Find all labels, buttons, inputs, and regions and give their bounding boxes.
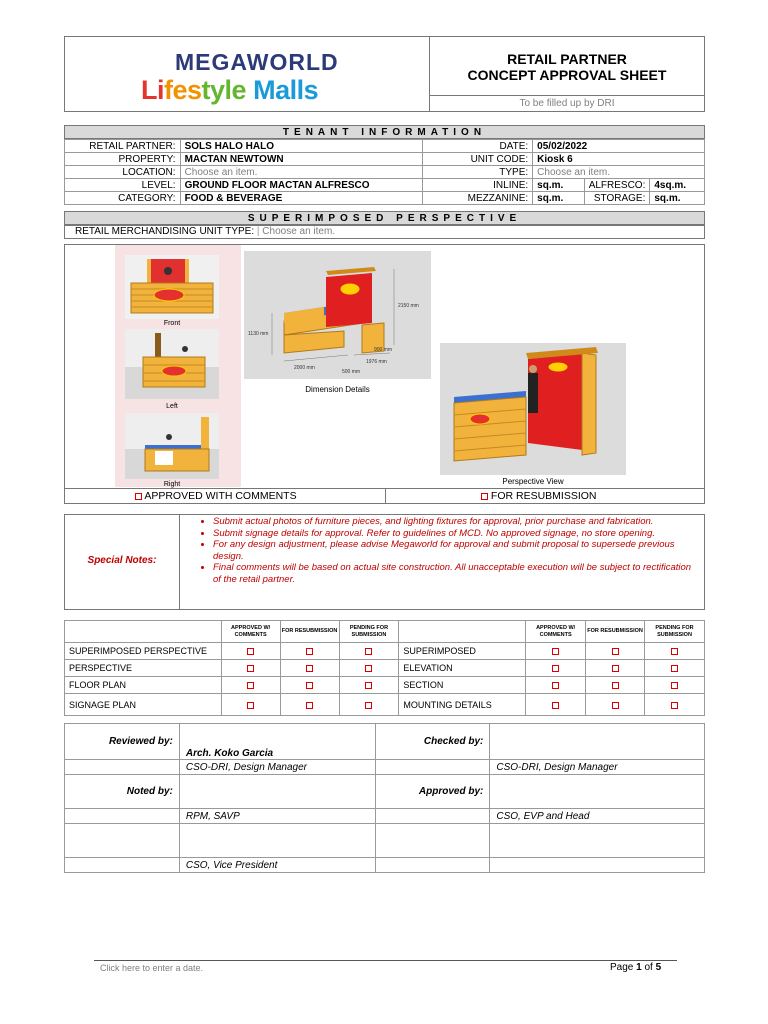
checkbox[interactable] <box>247 682 254 689</box>
vp-title: CSO, Vice President <box>179 858 375 873</box>
for-resubmission-option[interactable] <box>481 490 597 502</box>
inline-value[interactable]: sq.m. <box>533 179 585 192</box>
notes-divider <box>179 515 180 609</box>
reviewed-by-label: Reviewed by: <box>65 724 180 760</box>
lifestyle-malls-logo: Lifestyle Malls <box>141 75 319 105</box>
footer-rule <box>94 960 677 961</box>
noted-title: RPM, SAVP <box>179 809 375 824</box>
approver-title: CSO, EVP and Head <box>490 809 705 824</box>
blank-cell <box>375 824 490 858</box>
type-label: TYPE: <box>423 166 533 179</box>
checkbox[interactable] <box>247 648 254 655</box>
checkbox[interactable] <box>612 702 619 709</box>
noted-by-label: Noted by: <box>65 775 180 809</box>
level-value[interactable]: GROUND FLOOR MACTAN ALFRESCO <box>180 179 423 192</box>
dimension-caption: Dimension Details <box>305 385 370 394</box>
unit-type-row: RETAIL MERCHANDISING UNIT TYPE: | Choose an item. <box>64 225 705 239</box>
for-resubmission-checkbox[interactable] <box>481 493 488 500</box>
dim-side-depth: 900 mm <box>374 347 393 353</box>
checkbox[interactable] <box>365 702 372 709</box>
approved-by-label: Approved by: <box>375 775 490 809</box>
storage-label: STORAGE: <box>584 192 650 205</box>
front-view-image <box>125 255 219 319</box>
row-label: SECTION <box>399 677 526 694</box>
fill-note-cell <box>429 95 705 112</box>
checkbox[interactable] <box>552 648 559 655</box>
blank-cell <box>375 809 490 824</box>
inline-label: INLINE: <box>423 179 533 192</box>
checkbox[interactable] <box>671 648 678 655</box>
checkbox[interactable] <box>306 648 313 655</box>
dim-base: 500 mm <box>342 369 361 375</box>
special-notes-label: Special Notes: <box>87 555 157 566</box>
checker-title: CSO-DRI, Design Manager <box>490 760 705 775</box>
note-item: • Submit signage details for approval. Refer to guidelines of MCD. No approved signage, no store opening. <box>213 528 697 540</box>
checkbox[interactable] <box>552 702 559 709</box>
col-resub-header: FOR RESUBMISSION <box>280 621 339 643</box>
col-approved-header-right: APPROVED W/ COMMENTS <box>526 621 586 643</box>
tenant-info-header: TENANT INFORMATION <box>64 125 705 139</box>
orthographic-views-panel <box>115 245 241 487</box>
alfresco-label: ALFRESCO: <box>584 179 650 192</box>
note-item: • Final comments will be based on actual site construction. All unacceptable execution will be subject to rectification of the retail partner. <box>213 562 697 585</box>
vp-signature[interactable] <box>179 824 375 858</box>
date-value[interactable]: 05/02/2022 <box>533 140 705 153</box>
unit-type-label: RETAIL MERCHANDISING UNIT TYPE: <box>75 226 255 237</box>
location-label: LOCATION: <box>65 166 181 179</box>
checked-by-label: Checked by: <box>375 724 490 760</box>
signoff-table <box>64 723 705 873</box>
special-notes-list <box>197 516 697 585</box>
row-label: ELEVATION <box>399 660 526 677</box>
blank-cell <box>375 858 490 873</box>
checkbox[interactable] <box>365 682 372 689</box>
blank-header-right <box>399 621 526 643</box>
checkbox[interactable] <box>612 665 619 672</box>
storage-value[interactable]: sq.m. <box>650 192 705 205</box>
category-value[interactable]: FOOD & BEVERAGE <box>180 192 423 205</box>
checkbox[interactable] <box>671 682 678 689</box>
blank-cell <box>375 760 490 775</box>
checkbox[interactable] <box>306 665 313 672</box>
perspective-header: SUPERIMPOSED PERSPECTIVE <box>64 211 705 225</box>
dim-counter-height: 1130 mm <box>248 331 269 337</box>
dim-side-width: 1976 mm <box>366 359 387 365</box>
dim-height: 2150 mm <box>398 303 419 309</box>
page-number <box>610 962 661 973</box>
note-item: • For any design adjustment, please advise Megaworld for approval and submit proposal to supersede previous design. <box>213 539 697 562</box>
checkbox[interactable] <box>247 702 254 709</box>
checkbox[interactable] <box>247 665 254 672</box>
col-pending-header-right: PENDING FOR SUBMISSION <box>645 621 705 643</box>
tenant-info-table <box>64 139 705 205</box>
row-label: SUPERIMPOSED <box>399 643 526 660</box>
col-approved-header: APPROVED W/ COMMENTS <box>221 621 280 643</box>
unit-code-value[interactable]: Kiosk 6 <box>533 153 705 166</box>
dim-front-width: 2000 mm <box>294 365 315 371</box>
for-resubmission-label: FOR RESUBMISSION <box>490 490 597 502</box>
blank-cell <box>490 858 705 873</box>
reviewer-name[interactable]: Arch. Koko Garcia <box>179 724 375 760</box>
page-of: of <box>644 962 653 973</box>
checkbox[interactable] <box>365 665 372 672</box>
property-label: PROPERTY: <box>65 153 181 166</box>
option-divider <box>385 489 386 503</box>
row-label: SUPERIMPOSED PERSPECTIVE <box>65 643 222 660</box>
blank-header <box>65 621 222 643</box>
retail-partner-value[interactable]: SOLS HALO HALO <box>180 140 423 153</box>
checkbox[interactable] <box>552 665 559 672</box>
level-label: LEVEL: <box>65 179 181 192</box>
blank-cell <box>65 824 180 858</box>
left-view-image <box>125 329 219 399</box>
checked-by-signature[interactable] <box>490 724 705 760</box>
checkbox[interactable] <box>552 682 559 689</box>
footer-date-field[interactable]: Click here to enter a date. <box>100 963 204 973</box>
row-label: SIGNAGE PLAN <box>65 694 222 716</box>
col-pending-header: PENDING FOR SUBMISSION <box>339 621 399 643</box>
row-label: MOUNTING DETAILS <box>399 694 526 716</box>
reviewer-title: CSO-DRI, Design Manager <box>179 760 375 775</box>
right-caption: Right <box>163 481 181 488</box>
retail-partner-label: RETAIL PARTNER: <box>65 140 181 153</box>
row-label: FLOOR PLAN <box>65 677 222 694</box>
page-total: 5 <box>655 962 662 973</box>
location-dropdown[interactable]: Choose an item. <box>180 166 423 179</box>
checkbox[interactable] <box>612 682 619 689</box>
megaworld-logo-text: MEGAWORLD <box>175 49 339 75</box>
unit-code-label: UNIT CODE: <box>423 153 533 166</box>
page-prefix: Page <box>610 962 634 973</box>
blank-cell <box>65 858 180 873</box>
approved-with-comments-option[interactable] <box>135 490 297 502</box>
checkbox[interactable] <box>306 702 313 709</box>
col-resub-header-right: FOR RESUBMISSION <box>586 621 645 643</box>
approved-by-signature[interactable] <box>490 775 705 809</box>
category-label: CATEGORY: <box>65 192 181 205</box>
fill-note: To be filled up by DRI <box>519 98 615 109</box>
header-logo-cell <box>64 36 430 112</box>
header-title-cell <box>429 36 705 96</box>
checkbox[interactable] <box>612 648 619 655</box>
checkbox[interactable] <box>671 665 678 672</box>
alfresco-value[interactable]: 4sq.m. <box>650 179 705 192</box>
title-line-2: CONCEPT APPROVAL SHEET <box>467 67 667 83</box>
page-current: 1 <box>636 962 642 973</box>
property-value[interactable]: MACTAN NEWTOWN <box>180 153 423 166</box>
blank-cell <box>65 809 180 824</box>
blank-cell <box>65 760 180 775</box>
approval-status-table <box>64 620 705 716</box>
mezzanine-value[interactable]: sq.m. <box>533 192 585 205</box>
special-notes-box <box>64 514 705 610</box>
noted-by-signature[interactable] <box>179 775 375 809</box>
drawings-area <box>64 244 705 489</box>
date-label: DATE: <box>423 140 533 153</box>
front-caption: Front <box>163 320 181 327</box>
approved-with-comments-checkbox[interactable] <box>135 493 142 500</box>
perspective-view-image <box>440 343 626 475</box>
perspective-view-caption: Perspective View <box>502 477 564 486</box>
left-caption: Left <box>166 403 178 410</box>
blank-cell <box>490 824 705 858</box>
checkbox[interactable] <box>306 682 313 689</box>
unit-type-dropdown[interactable]: Choose an item. <box>262 226 336 237</box>
type-dropdown[interactable]: Choose an item. <box>533 166 705 179</box>
checkbox[interactable] <box>671 702 678 709</box>
mezzanine-label: MEZZANINE: <box>423 192 533 205</box>
right-view-image <box>125 413 219 479</box>
note-item: • Submit actual photos of furniture pieces, and lighting fixtures for approval, prior purchase and fabrication. <box>213 516 697 528</box>
checkbox[interactable] <box>365 648 372 655</box>
approved-with-comments-label: APPROVED WITH COMMENTS <box>144 490 297 502</box>
approval-option-row <box>64 488 705 504</box>
row-label: PERSPECTIVE <box>65 660 222 677</box>
dimension-details-image <box>244 251 431 379</box>
title-line-1: RETAIL PARTNER <box>507 51 627 67</box>
